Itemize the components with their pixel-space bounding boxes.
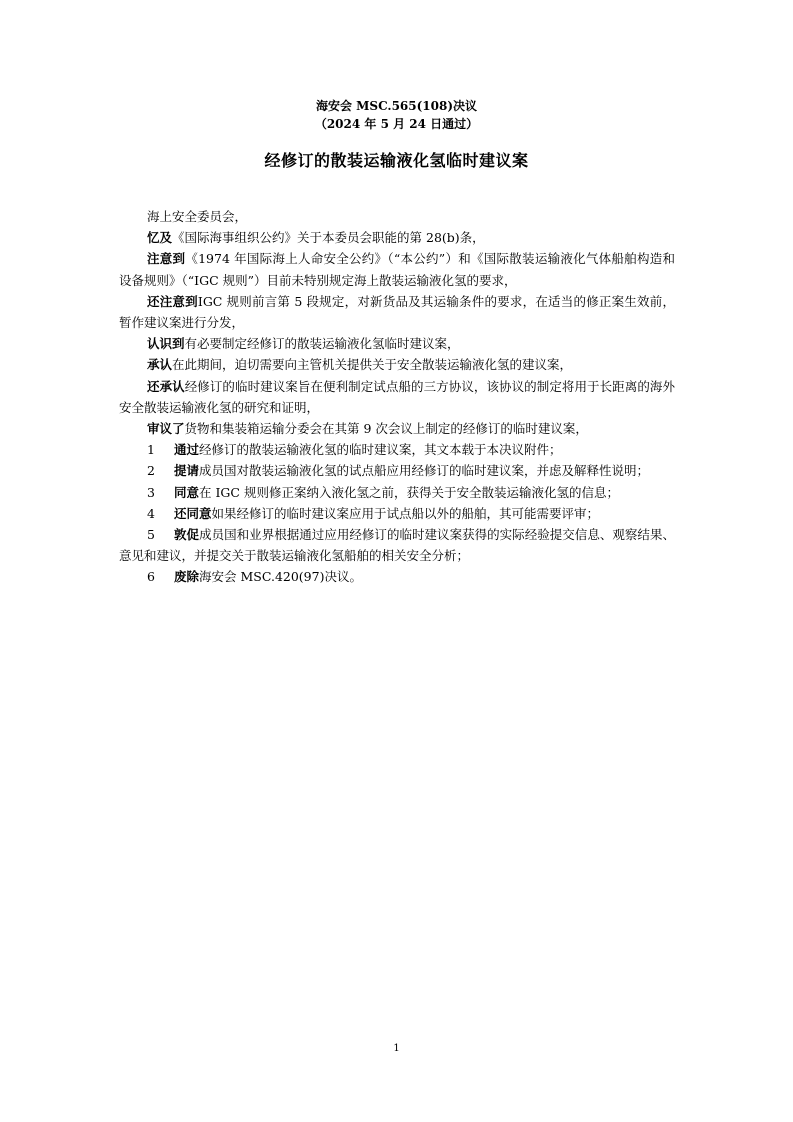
preamble-keyword: 注意到	[147, 251, 186, 267]
operative-keyword: 敦促	[174, 527, 200, 543]
operative-keyword: 同意	[174, 484, 200, 500]
operative-paragraph	[119, 482, 675, 503]
preamble-paragraph	[119, 376, 675, 418]
preamble-paragraph	[119, 227, 675, 248]
operative-paragraph	[119, 460, 675, 481]
operative-text: 如果经修订的临时建议案应用于试点船以外的船舶，其可能需要评审；	[211, 505, 600, 521]
preamble-text: 海上安全委员会，	[147, 209, 248, 224]
preamble-paragraph	[119, 354, 675, 375]
operative-text: 海安会 MSC.420(97)决议。	[199, 569, 362, 585]
preamble-text: 在此期间，迫切需要向主管机关提供关于安全散装运输液化氢的建议案，	[172, 357, 573, 373]
preamble-text: 货物和集装箱运输分委会在其第 9 次会议上制定的经修订的临时建议案，	[184, 421, 588, 437]
preamble-paragraph	[119, 291, 675, 333]
preamble-paragraph	[119, 248, 675, 290]
resolution-body	[119, 206, 675, 588]
operative-number: 1	[147, 442, 155, 458]
operative-keyword: 提请	[174, 463, 200, 479]
preamble-text: 经修订的临时建议案旨在便利制定试点船的三方协议，该协议的制定将用于长距离的海外安全散装运输液化氢的研究和证明，	[119, 378, 675, 415]
operative-paragraph	[119, 503, 675, 524]
operative-keyword: 通过	[174, 442, 200, 458]
preamble-text: 《国际海事组织公约》关于本委员会职能的第 28(b)条，	[172, 230, 485, 246]
preamble-keyword: 审议了	[147, 421, 185, 437]
operative-paragraph	[119, 566, 675, 587]
operative-text: 成员国对散装运输液化氢的试点船应用经修订的临时建议案，并虑及解释性说明；	[199, 463, 650, 479]
preamble-text: 《1974 年国际海上人命安全公约》（“本公约”）和《国际散装运输液化气体船舶构造和设备规则》（“IGC 规则”）目前未特别规定海上散装运输液化氢的要求，	[119, 251, 675, 288]
operative-keyword: 废除	[174, 569, 200, 585]
document-title: 经修订的散装运输液化氢临时建议案	[264, 151, 529, 170]
preamble-paragraph	[119, 418, 675, 439]
preamble-keyword: 还承认	[147, 378, 185, 394]
preamble-paragraph	[119, 333, 675, 354]
preamble-keyword: 忆及	[147, 230, 173, 246]
operative-text: 经修订的散装运输液化氢的临时建议案，其文本载于本决议附件；	[199, 442, 562, 458]
operative-number: 3	[147, 484, 155, 500]
page-number: 1	[393, 1043, 400, 1054]
operative-number: 6	[147, 569, 155, 585]
adoption-date: （2024 年 5 月 24 日通过）	[314, 117, 479, 131]
operative-paragraph	[119, 439, 675, 460]
operative-keyword: 还同意	[174, 505, 212, 521]
resolution-number: 海安会 MSC.565(108)决议	[315, 99, 478, 113]
resolution-header	[0, 97, 793, 133]
operative-number: 2	[147, 463, 155, 479]
preamble-keyword: 还注意到	[147, 293, 198, 309]
operative-number: 5	[147, 527, 155, 543]
preamble-text: IGC 规则前言第 5 段规定，对新货品及其运输条件的要求，在适当的修正案生效前，暂作建议案进行分发，	[119, 293, 675, 331]
operative-text: 在 IGC 规则修正案纳入液化氢之前，获得关于安全散装运输液化氢的信息；	[199, 484, 619, 500]
preamble-keyword: 承认	[147, 357, 173, 373]
operative-number: 4	[147, 505, 155, 521]
operative-text: 成员国和业界根据通过应用经修订的临时建议案获得的实际经验提交信息、观察结果、意见和建议，并提交关于散装运输液化氢船舶的相关安全分析；	[119, 527, 675, 564]
preamble-text: 有必要制定经修订的散装运输液化氢临时建议案，	[184, 336, 460, 352]
preamble-keyword: 认识到	[147, 336, 185, 352]
operative-paragraph	[119, 524, 675, 566]
preamble-paragraph	[119, 206, 675, 227]
